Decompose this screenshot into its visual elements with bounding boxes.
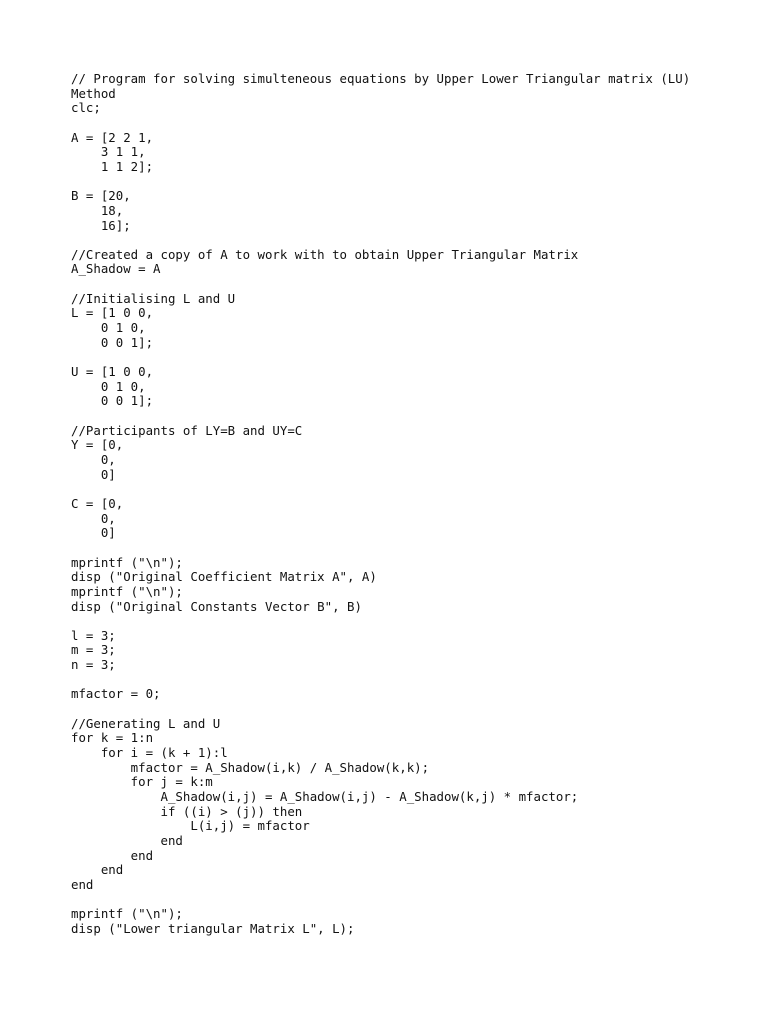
code-line xyxy=(71,409,751,424)
code-line xyxy=(71,893,751,908)
code-line: disp ("Original Coefficient Matrix A", A) xyxy=(71,569,377,585)
code-line: A_Shadow = A xyxy=(71,261,161,277)
code-line: 0 1 0, xyxy=(71,320,146,336)
code-line: mfactor = A_Shadow(i,k) / A_Shadow(k,k); xyxy=(71,759,430,775)
code-line: if ((i) > (j)) then xyxy=(71,803,303,819)
code-line: mprintf ("\n"); xyxy=(71,906,183,922)
code-line: for k = 1:n xyxy=(71,730,154,746)
code-line: 18, xyxy=(71,202,124,218)
code-line: for i = (k + 1):l xyxy=(71,745,228,761)
code-line xyxy=(71,233,751,248)
code-line: end xyxy=(71,862,124,878)
code-line: L = [1 0 0, xyxy=(71,305,154,321)
code-line: Y = [0, xyxy=(71,437,124,453)
code-line: //Initialising L and U xyxy=(71,290,236,306)
code-line: n = 3; xyxy=(71,657,116,673)
code-line: 0, xyxy=(71,451,116,467)
code-line: C = [0, xyxy=(71,495,124,511)
code-line: mfactor = 0; xyxy=(71,686,161,702)
code-line: A_Shadow(i,j) = A_Shadow(i,j) - A_Shadow(k,j) * mfactor; xyxy=(71,788,579,804)
code-line: end xyxy=(71,847,154,863)
code-line: U = [1 0 0, xyxy=(71,364,154,380)
code-line: 16]; xyxy=(71,217,131,233)
code-line xyxy=(71,482,751,497)
code-line: B = [20, xyxy=(71,188,131,204)
code-line: 0 1 0, xyxy=(71,378,146,394)
code-line: end xyxy=(71,876,94,892)
code-line: mprintf ("\n"); xyxy=(71,583,183,599)
code-line: Method xyxy=(71,85,116,101)
code-line xyxy=(71,175,751,190)
code-line xyxy=(71,116,751,131)
code-line xyxy=(71,350,751,365)
code-line: L(i,j) = mfactor xyxy=(71,818,310,834)
code-line: //Participants of LY=B and UY=C xyxy=(71,422,303,438)
code-line: mprintf ("\n"); xyxy=(71,554,183,570)
code-line: disp ("Lower triangular Matrix L", L); xyxy=(71,920,355,936)
code-line: disp ("Original Constants Vector B", B) xyxy=(71,598,362,614)
code-line: m = 3; xyxy=(71,642,116,658)
code-listing xyxy=(71,72,751,937)
code-line: clc; xyxy=(71,100,101,116)
code-line: // Program for solving simulteneous equations by Upper Lower Triangular matrix (LU) xyxy=(71,71,691,86)
code-line xyxy=(71,277,751,292)
code-line xyxy=(71,541,751,556)
code-line: 1 1 2]; xyxy=(71,158,154,174)
code-line: 0 0 1]; xyxy=(71,393,154,409)
code-line xyxy=(71,702,751,717)
code-line: 3 1 1, xyxy=(71,144,146,160)
code-line: //Generating L and U xyxy=(71,715,221,731)
code-line: 0] xyxy=(71,525,116,541)
code-line: end xyxy=(71,832,183,848)
code-line: l = 3; xyxy=(71,627,116,643)
code-line: A = [2 2 1, xyxy=(71,129,154,145)
code-line xyxy=(71,673,751,688)
code-line: 0 0 1]; xyxy=(71,334,154,350)
code-line xyxy=(71,614,751,629)
code-line: //Created a copy of A to work with to obtain Upper Triangular Matrix xyxy=(71,246,579,262)
code-line: 0, xyxy=(71,510,116,526)
code-line: 0] xyxy=(71,466,116,482)
code-line: for j = k:m xyxy=(71,774,213,790)
